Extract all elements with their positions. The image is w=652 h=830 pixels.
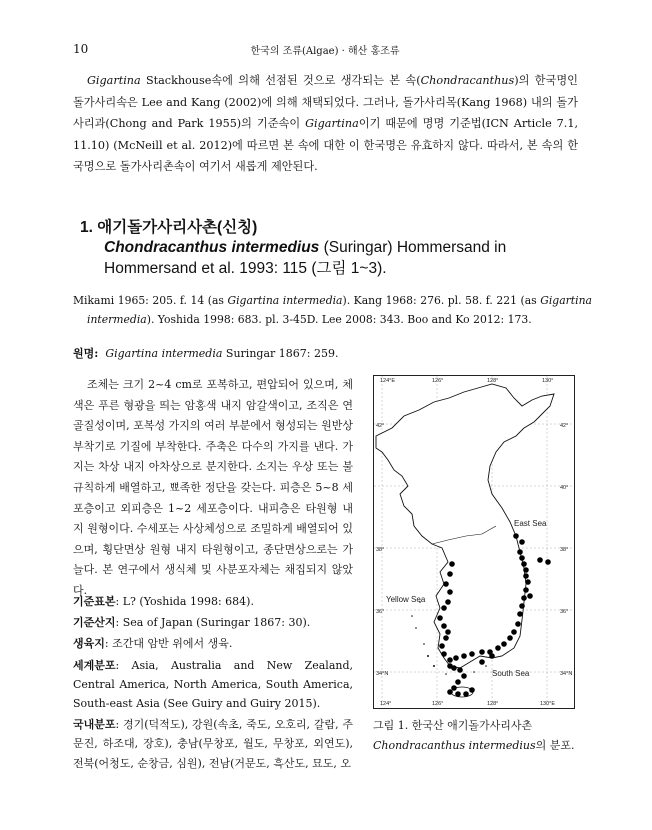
type-locality: 기준산지: Sea of Japan (Suringar 1867: 30). [73,616,311,630]
yellow-sea-label: Yellow Sea [386,595,426,604]
collection-point [513,533,519,539]
basionym-line: 원명: Gigartina intermedia Suringar 1867: 259. [73,347,339,360]
collection-point [489,653,495,659]
collection-point [461,653,467,659]
lat-label: 36° [376,609,385,615]
metadata-block [73,592,353,775]
basionym-label: 원명 [73,347,95,360]
collection-point [443,635,449,641]
lon-label: 130°E [540,701,556,707]
figure-caption: 그림 1. 한국산 애기돌가사리사촌 Chondracanthus intermedius의 분포. [373,719,575,752]
references: Mikami 1965: 205. f. 14 (as Gigartina intermedia). Kang 1968: 276. pl. 58. f. 221 (as Gigartina intermedia). Yoshida 1998: 683. pl. 3-45D. Lee 2008: 343. Boo and Ko 2012: 173. [73,294,592,326]
habitat: 생육지: 조간대 암반 위에서 생육. [73,637,233,651]
collection-point [441,651,447,657]
lat-label: 42° [560,423,569,429]
collection-point [463,691,469,697]
collection-point [517,611,523,617]
type-specimen: 기준표본: L? (Yoshida 1998: 684). [73,595,254,608]
scientific-authority: (Suringar) Hommersand in Hommersand et al. 1993: 115 (그림 1~3). [104,239,507,277]
collection-point [521,561,527,567]
lon-label: 128° [487,378,499,384]
collection-point [545,559,551,565]
korean-species-name: 애기돌가사리사촌(신칭) [97,219,258,236]
collection-point [441,623,447,629]
south-sea-label: South Sea [492,669,530,678]
section-number: 1. [80,219,93,236]
lat-label: 38° [560,547,569,553]
collection-point [455,679,461,685]
collection-point [507,635,513,641]
collection-point [511,629,517,635]
collection-point [515,621,521,627]
basionym-name: Gigartina intermedia [105,347,223,360]
collection-point [451,685,457,691]
collection-point [521,595,527,601]
basionym-citation: Suringar 1867: 259. [222,347,339,360]
description-paragraph: 조체는 크기 2~4 cm로 포복하고, 편압되어 있으며, 체색은 푸른 형광을 띄는 암홍색 내지 암갈색이고, 조직은 연골질성이며, 포복성 가지의 여러 부분에서 형성되는 원반상 부착기로 기질에 부착한다. 주축은 다수의 가지를 낸다. 가지는 차상 내지 아차상으로 분지한다. 소지는 우상 또는 불규칙하게 배열하고, 뾰족한 정단을 갖는다. 피층은 5~8 세포층이고 외피층은 1~2 세포층이다. 내피층은 타원형 내지 원형이다. 수세포는 사상체성으로 조밀하게 배열되어 있으며, 횡단면상 원형 내지 타원형이고, 종단면상으로는 가늘다. 본 연구에서 생식체 및 사분포자체는 채집되지 않았다. [73,378,353,597]
distribution-map [373,375,575,709]
lat-label: 42° [376,423,385,429]
east-sea-label: East Sea [514,519,547,528]
collection-point [479,649,485,655]
intro-paragraph: Gigartina Stackhouse속에 의해 선점된 것으로 생각되는 본 속(Chondracanthus)의 한국명인 돌가사리속은 Lee and Kang (2002)에 의해 채택되었다. 그러나, 돌가사리목(Kang 1968) 내의 돌가사리과(Chong and Park 1955)의 기준속이 Gigartina이기 때문에 명명 기준법(ICN Article 7.1, 11.10) (McNeill et al. 2012)에 따르면 본 속에 대한 이 한국명은 유효하지 않다. 따라서, 본 속의 한국명으로 돌가사리촌속이 여기서 새롭게 제안된다. [73,74,578,173]
collection-point [469,651,475,657]
lat-label: 38° [376,547,385,553]
collection-point [451,665,457,671]
collection-point [461,673,467,679]
collection-point [525,579,531,585]
collection-point [457,667,463,673]
lon-label: 124°E [380,378,396,384]
collection-point [455,691,461,697]
collection-point [439,643,445,649]
section-heading [80,215,257,237]
lat-label: 34°N [376,671,389,677]
collection-point [519,539,525,545]
collection-point [445,629,451,635]
collection-point [441,605,447,611]
collection-point [447,589,453,595]
collection-point [523,567,529,573]
collection-point [519,555,525,561]
page-header [73,42,577,60]
collection-point [437,615,443,621]
lat-label: 36° [560,609,569,615]
lon-label: 126° [432,378,444,384]
lon-label: 126° [432,701,444,707]
collection-point [447,657,453,663]
collection-point [443,581,449,587]
lon-label: 128° [487,701,499,707]
collection-point [447,571,453,577]
scientific-name-line [104,237,584,279]
collection-point [453,655,459,661]
collection-point [445,599,451,605]
lon-label: 130° [542,378,554,384]
world-distribution: 세계분포: Asia, Australia and New Zealand, Central America, North America, South America, South-east Asia (See Guiry and Guiry 2015). [73,658,353,711]
lon-label: 124° [380,701,392,707]
collection-point [527,593,533,599]
scientific-name: Chondracanthus intermedius [104,239,320,256]
collection-point [501,641,507,647]
lat-label: 40° [560,485,569,491]
collection-point [449,561,455,567]
collection-point [469,687,475,693]
collection-point [537,557,543,563]
collection-point [447,689,453,695]
running-title: 한국의 조류(Algae) · 해산 홍조류 [250,46,400,57]
collection-point [479,659,485,665]
collection-point [519,603,525,609]
lat-label: 34°N [560,671,573,677]
korea-distribution: 국내분포: 경기(덕적도), 강원(속초, 죽도, 오호리, 갈람, 주문진, 하조대, 장호), 충남(무창포, 월도, 무창포, 외연도), 전북(어청도, 순창금, 심원), 전남(거문도, 흑산도, 묘도, 오 [73,718,353,770]
collection-point [517,549,523,555]
collection-point [495,645,501,651]
map-svg [374,376,574,708]
caption-sci-name: Chondracanthus intermedius [373,739,536,752]
page-number: 10 [73,42,89,56]
collection-point [523,587,529,593]
collection-point [523,573,529,579]
